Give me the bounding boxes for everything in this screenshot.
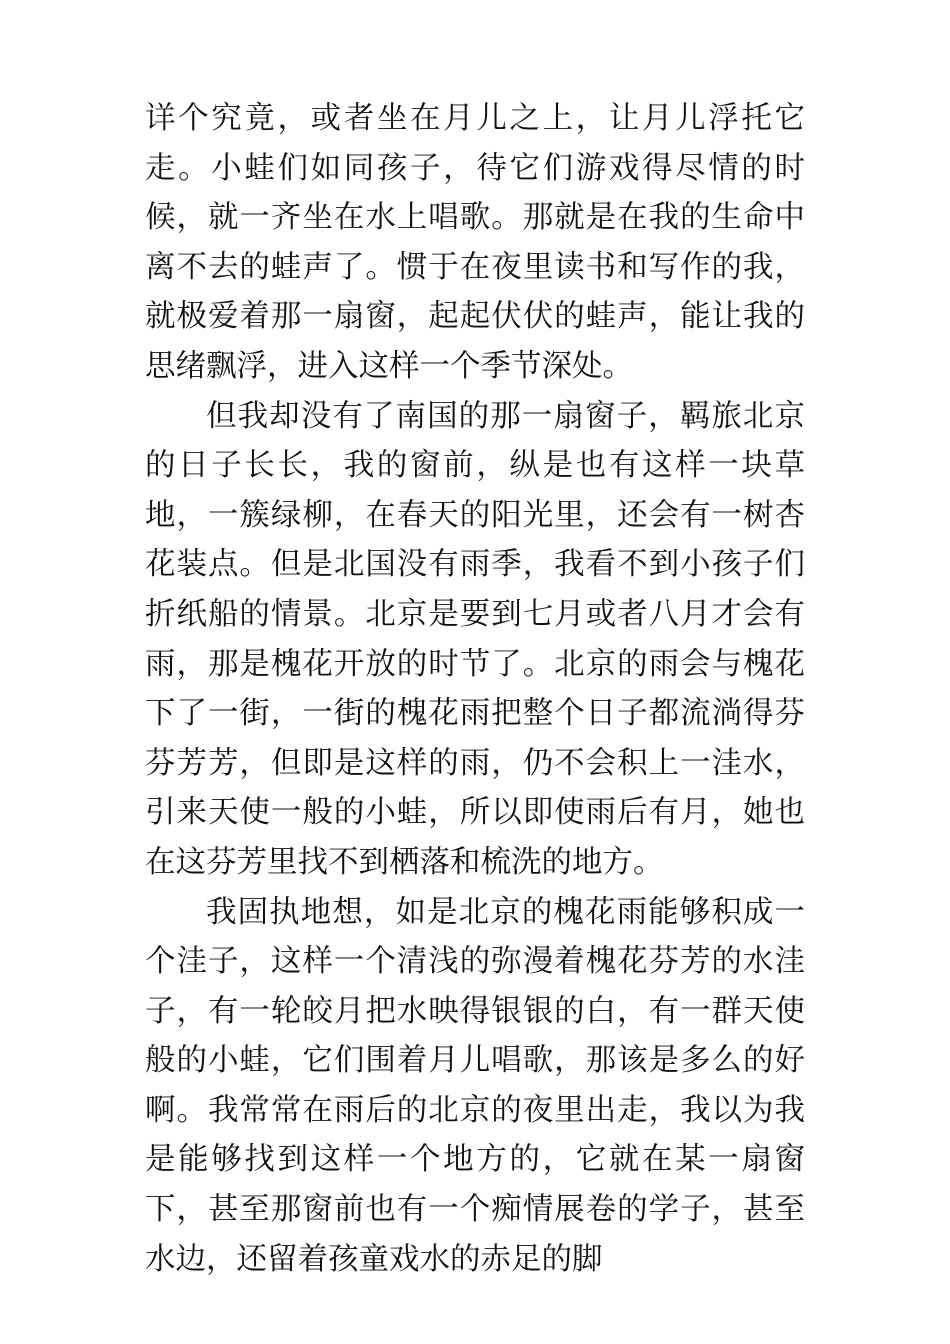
body-text	[145, 94, 805, 1284]
paragraph-3: 我固执地想，如是北京的槐花雨能够积成一个洼子，这样一个清浅的弥漫着槐花芬芳的水洼子，有一轮皎月把水映得银银的白，有一群天使般的小蛙，它们围着月儿唱歌，那该是多么的好啊。我常常在雨后的北京的夜里出走，我以为我是能够找到这样一个地方的，它就在某一扇窗下，甚至那窗前也有一个痴情展卷的学子，甚至水边，还留着孩童戏水的赤足的脚	[145, 894, 805, 1277]
paragraph-1: 详个究竟，或者坐在月儿之上，让月儿浮托它走。小蛙们如同孩子，待它们游戏得尽情的时候，就一齐坐在水上唱歌。那就是在我的生命中离不去的蛙声了。惯于在夜里读书和写作的我，就极爱着那一扇窗，起起伏伏的蛙声，能让我的思绪飘浮，进入这样一个季节深处。	[145, 101, 805, 384]
paragraph-2: 但我却没有了南国的那一扇窗子，羁旅北京的日子长长，我的窗前，纵是也有这样一块草地，一簇绿柳，在春天的阳光里，还会有一树杏花装点。但是北国没有雨季，我看不到小孩子们折纸船的情景。北京是要到七月或者八月才会有雨，那是槐花开放的时节了。北京的雨会与槐花下了一街，一街的槐花雨把整个日子都流淌得芬芬芳芳，但即是这样的雨，仍不会积上一洼水，引来天使一般的小蛙，所以即使雨后有月，她也在这芬芳里找不到栖落和梳洗的地方。	[145, 398, 805, 880]
